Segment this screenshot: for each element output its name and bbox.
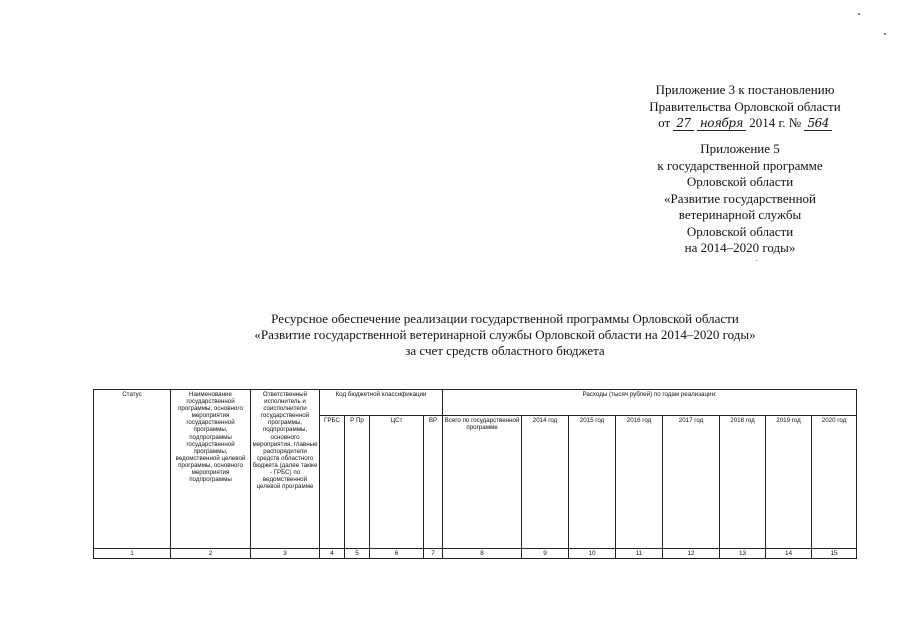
column-number: 7 bbox=[424, 549, 443, 559]
appendix-5-line: ветеринарной службы bbox=[678, 207, 802, 222]
column-number: 6 bbox=[370, 549, 424, 559]
column-number: 10 bbox=[569, 549, 616, 559]
appendix-3-header bbox=[620, 82, 870, 132]
column-number: 2 bbox=[171, 549, 251, 559]
column-number: 12 bbox=[663, 549, 720, 559]
column-number: 9 bbox=[522, 549, 569, 559]
from-label: от bbox=[658, 115, 671, 130]
appendix-5-line: Приложение 5 bbox=[700, 141, 780, 156]
header-budget-code: Код бюджетной классификации bbox=[320, 390, 443, 416]
header-vr: ВР bbox=[424, 415, 443, 549]
header-year: 2014 год bbox=[522, 415, 569, 549]
handwritten-number: 564 bbox=[804, 116, 831, 131]
column-number: 8 bbox=[443, 549, 522, 559]
column-number: 1 bbox=[94, 549, 171, 559]
appendix-3-line2: Правительства Орловской области bbox=[649, 98, 841, 114]
header-rpr: Р Пр bbox=[345, 415, 370, 549]
header-year: 2015 год bbox=[569, 415, 616, 549]
header-grbs: ГРБС bbox=[320, 415, 345, 549]
column-number: 11 bbox=[616, 549, 663, 559]
header-year: 2020 год bbox=[812, 415, 857, 549]
header-year: 2017 год bbox=[663, 415, 720, 549]
appendix-5-line: на 2014–2020 годы» bbox=[684, 240, 796, 255]
document-title bbox=[195, 311, 815, 359]
header-expenses: Расходы (тысяч рублей) по годам реализации: bbox=[443, 390, 857, 416]
column-number-row bbox=[94, 549, 857, 559]
appendix-3-line3 bbox=[620, 115, 870, 132]
header-total: Всего по государственной программе bbox=[443, 415, 522, 549]
column-number: 4 bbox=[320, 549, 345, 559]
title-line3: за счет средств областного бюджета bbox=[405, 343, 605, 358]
table-header-row-1 bbox=[94, 390, 857, 416]
header-year: 2016 год bbox=[616, 415, 663, 549]
appendix-5-line: «Развитие государственной bbox=[663, 190, 817, 206]
column-number: 13 bbox=[720, 549, 766, 559]
handwritten-day: 27 bbox=[673, 116, 693, 131]
column-number: 15 bbox=[812, 549, 857, 559]
header-status: Статус bbox=[94, 390, 171, 549]
column-number: 3 bbox=[251, 549, 320, 559]
handwritten-month: ноября bbox=[697, 116, 746, 131]
resource-table bbox=[93, 389, 857, 559]
column-number: 14 bbox=[766, 549, 812, 559]
appendix-5-line: Орловской области bbox=[686, 174, 794, 189]
header-year: 2018 год bbox=[720, 415, 766, 549]
appendix-5-line: Орловской области bbox=[686, 223, 794, 239]
year-label: 2014 г. № bbox=[749, 115, 802, 130]
appendix-5-line: к государственной программе bbox=[657, 157, 823, 173]
header-responsible: Ответственный исполнитель и соисполнители государственной программы, подпрограммы, основного мероприятия, главные распорядители средств областного бюджета (далее также - ГРБС) по ведомственной целевой программе bbox=[251, 390, 320, 549]
title-line2: «Развитие государственной ветеринарной службы Орловской области на 2014–2020 годы» bbox=[254, 327, 756, 342]
appendix-5-header bbox=[640, 141, 840, 257]
column-number: 5 bbox=[345, 549, 370, 559]
title-line1: Ресурсное обеспечение реализации государственной программы Орловской области bbox=[271, 311, 739, 326]
header-name: Наименование государственной программы, основного мероприятия государственной программы, подпрограммы государственной программы, ведомственной целевой программы, основного мероприятия подпрограммы bbox=[171, 390, 251, 549]
header-cst: ЦСт bbox=[370, 415, 424, 549]
scan-speck bbox=[756, 260, 757, 261]
header-year: 2019 год bbox=[766, 415, 812, 549]
scan-speck bbox=[884, 33, 886, 35]
scan-speck bbox=[858, 13, 860, 15]
appendix-3-line1: Приложение 3 к постановлению bbox=[655, 82, 835, 97]
